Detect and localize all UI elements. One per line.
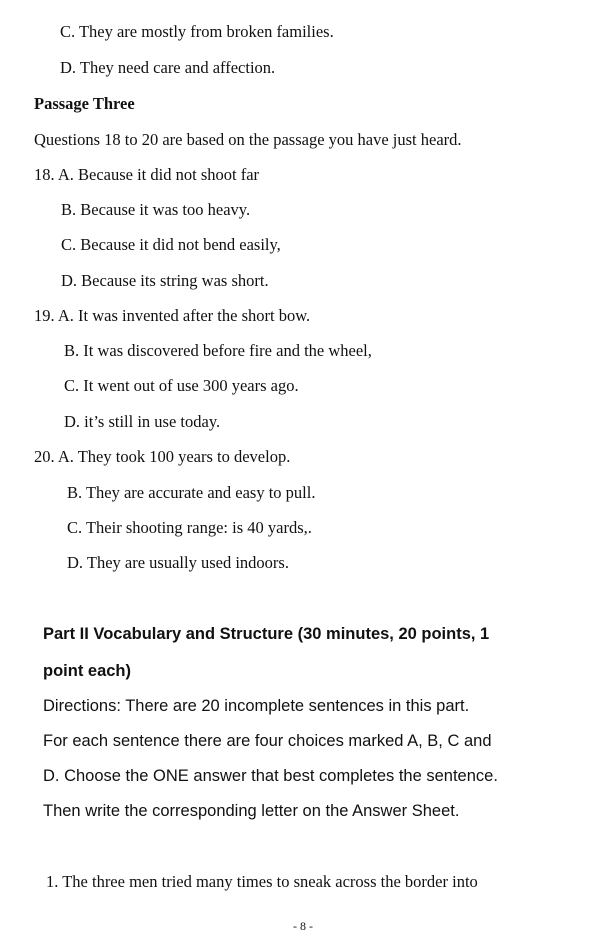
question-19-option-c: C. It went out of use 300 years ago. <box>64 376 299 395</box>
option-d-passage-two: D. They need care and affection. <box>60 58 276 77</box>
question-20-option-b: B. They are accurate and easy to pull. <box>67 483 316 502</box>
directions-line-2: For each sentence there are four choices marked A, B, C and <box>43 732 492 750</box>
passage-three-heading: Passage Three <box>34 94 135 113</box>
question-1-stem: 1. The three men tried many times to sneak across the border into <box>46 872 478 891</box>
question-18-option-c: C. Because it did not bend easily, <box>61 235 281 254</box>
passage-three-instructions: Questions 18 to 20 are based on the passage you have just heard. <box>34 130 462 149</box>
question-18-option-a: 18. A. Because it did not shoot far <box>34 165 260 184</box>
page-number: - 8 - <box>293 919 313 933</box>
option-c-passage-two: C. They are mostly from broken families. <box>60 22 334 41</box>
question-18-option-d: D. Because its string was short. <box>61 271 269 290</box>
question-20-option-a: 20. A. They took 100 years to develop. <box>34 447 291 466</box>
question-20-option-c: C. Their shooting range: is 40 yards,. <box>67 518 312 537</box>
directions-line-4: Then write the corresponding letter on the Answer Sheet. <box>43 802 460 820</box>
question-19-option-b: B. It was discovered before fire and the wheel, <box>64 341 372 360</box>
part-two-heading-line-1: Part II Vocabulary and Structure (30 minutes, 20 points, 1 <box>43 625 490 643</box>
directions-line-3: D. Choose the ONE answer that best completes the sentence. <box>43 767 498 785</box>
directions-line-1: Directions: There are 20 incomplete sentences in this part. <box>43 697 470 715</box>
question-19-option-d: D. it’s still in use today. <box>64 412 221 431</box>
question-19-option-a: 19. A. It was invented after the short bow. <box>34 306 311 325</box>
question-20-option-d: D. They are usually used indoors. <box>67 553 289 572</box>
question-18-option-b: B. Because it was too heavy. <box>61 200 251 219</box>
part-two-heading-line-2: point each) <box>43 662 132 680</box>
